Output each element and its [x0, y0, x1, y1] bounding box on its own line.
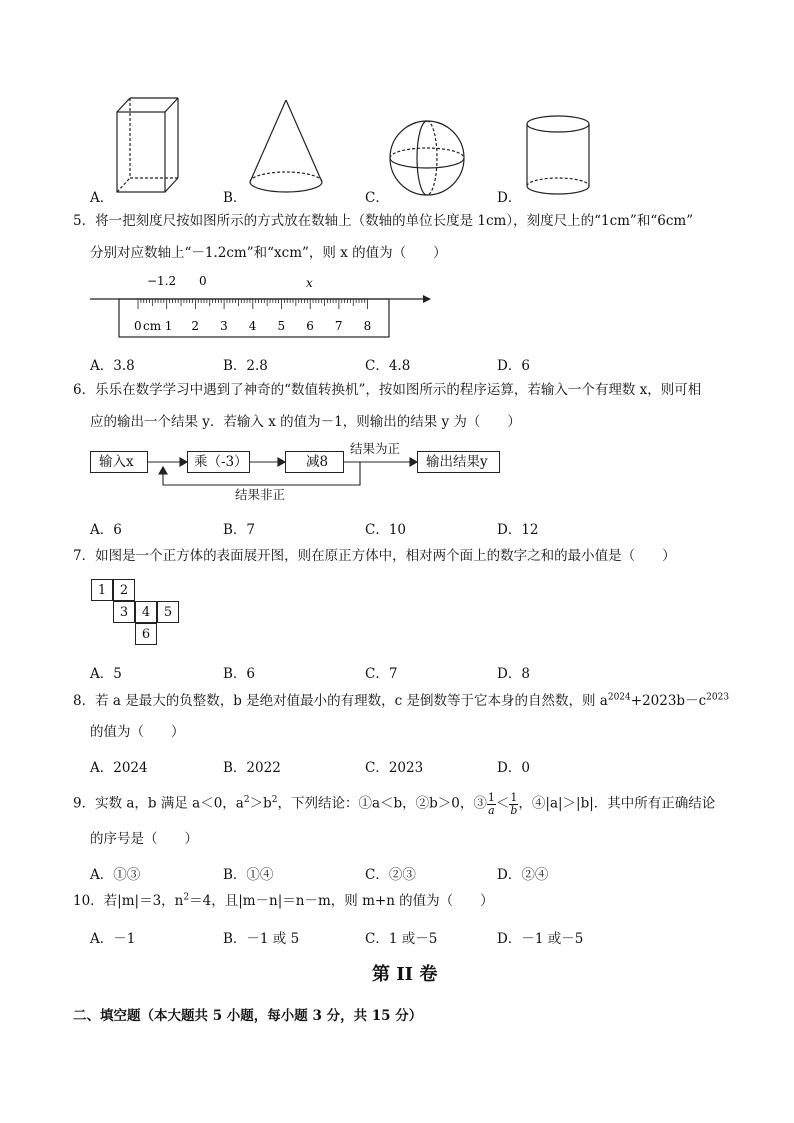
q9-frac1-den: a — [488, 803, 495, 817]
q10-option-a: A．－1 — [90, 931, 136, 947]
q9-option-a: A．①③ — [90, 867, 141, 883]
q6-text-line1: 6．乐乐在数学学习中遇到了神奇的“数值转换机”，按如图所示的程序运算，若输入一个有理数 x，则可相 — [73, 382, 702, 398]
q9-text-b: ＞b — [249, 795, 272, 812]
q9-lt: ＜ — [495, 795, 510, 812]
flow-input-box — [90, 451, 148, 473]
q6-option-d: D．12 — [497, 522, 539, 538]
q9-fraction-1-over-a — [487, 792, 496, 816]
q10-option-d: D．－1 或－5 — [497, 931, 584, 947]
q8-option-d: D．0 — [497, 760, 530, 776]
q9-frac2-den: b — [510, 803, 518, 817]
q10-text-line1 — [73, 892, 494, 909]
flow-positive-label: 结果为正 — [350, 441, 401, 456]
q9-sq2: 2 — [271, 795, 278, 806]
flow-multiply-label: 乘（-3） — [194, 454, 248, 470]
q6-option-b: B．7 — [223, 522, 256, 538]
q9-frac2-num: 1 — [510, 791, 518, 804]
flow-subtract-box — [285, 451, 344, 473]
q9-text-line1 — [73, 792, 715, 816]
ruler-diagram — [85, 270, 435, 340]
net-cell-5: 5 — [157, 601, 179, 623]
q5-option-c: C．4.8 — [365, 358, 411, 374]
net-cell-6: 6 — [135, 623, 157, 645]
q9-frac1-num: 1 — [487, 791, 495, 804]
q5-option-b: B．2.8 — [223, 358, 268, 374]
q8-text-line1 — [73, 692, 730, 709]
q4-option-c: C． — [365, 190, 389, 206]
part2-section-heading: 二、填空题（本大题共 5 小题，每小题 3 分，共 15 分） — [73, 1008, 423, 1024]
q5-option-a: A．3.8 — [90, 358, 135, 374]
q8-option-b: B．2022 — [223, 760, 281, 776]
q7-option-c: C．7 — [365, 666, 398, 682]
flow-subtract-label: 减8 — [306, 454, 329, 470]
ruler-label: 3 — [220, 319, 228, 333]
q6-option-a: A．6 — [90, 522, 122, 538]
flow-output-box — [417, 451, 500, 473]
solid-figures — [0, 0, 794, 200]
q7-option-d: D．8 — [497, 666, 530, 682]
q4-option-d: D． — [497, 190, 522, 206]
q8-text-mid: +2023b－c — [630, 693, 707, 709]
q6-text-line2: 应的输出一个结果 y．若输入 x 的值为－1，则输出的结果 y 为（ ） — [90, 414, 521, 430]
q8-option-c: C．2023 — [365, 760, 424, 776]
q6-option-c: C．10 — [365, 522, 407, 538]
net-cell-4: 4 — [135, 601, 157, 623]
q5-text-line1: 5．将一把刻度尺按如图所示的方式放在数轴上（数轴的单位长度是 1cm），刻度尺上的“1cm”和“6cm” — [73, 213, 694, 229]
q8-exp1: 2024 — [607, 692, 631, 703]
q4-option-b: B． — [223, 190, 247, 206]
ruler-label: 6 — [306, 319, 314, 333]
q9-text-line2: 的序号是（ ） — [90, 831, 198, 847]
q7-option-a: A．5 — [90, 666, 122, 682]
q5-text-line2: 分别对应数轴上“－1.2cm”和“xcm”，则 x 的值为（ ） — [90, 245, 447, 261]
q10-text-a: 10．若|m|＝3，n — [73, 893, 184, 909]
q8-text-pre: 8．若 a 是最大的负整数，b 是绝对值最小的有理数，c 是倒数等于它本身的自然数，则 a — [73, 693, 608, 709]
ruler-label: 8 — [363, 319, 372, 333]
q9-sq1: 2 — [243, 795, 250, 806]
ruler-label: 5 — [277, 319, 286, 333]
sphere-figure — [390, 121, 464, 195]
part2-title: 第 II 卷 — [372, 964, 438, 985]
axis-label-minus-1-2: −1.2 — [147, 274, 177, 288]
flow-output-label: 输出结果y — [426, 454, 488, 470]
net-cell-2: 2 — [113, 579, 135, 601]
ruler-label: 0 — [134, 319, 142, 333]
q9-option-d: D．②④ — [497, 867, 549, 883]
q8-option-a: A．2024 — [90, 760, 148, 776]
ruler-label: 1 — [164, 319, 173, 333]
q9-text-d: ，④|a|＞|b|．其中所有正确结论 — [518, 795, 716, 812]
q10-option-b: B．－1 或 5 — [223, 931, 300, 947]
flow-not-positive-label: 结果非正 — [235, 487, 286, 502]
ruler-label: cm — [143, 319, 162, 333]
cylinder-figure — [527, 116, 589, 194]
axis-label-zero: 0 — [199, 274, 207, 288]
q10-sq: 2 — [183, 892, 190, 903]
q10-option-c: C．1 或－5 — [365, 931, 438, 947]
q8-text-line2: 的值为（ ） — [90, 724, 185, 740]
q10-text-b: ＝4，且|m－n|＝n－m，则 m+n 的值为（ ） — [189, 893, 494, 909]
net-cell-3: 3 — [113, 601, 135, 623]
q9-text-a: 9．实数 a，b 满足 a＜0，a — [73, 795, 244, 812]
net-cell-1: 1 — [91, 579, 113, 601]
q9-option-b: B．①④ — [223, 867, 274, 883]
q7-text-line1: 7．如图是一个正方体的表面展开图，则在原正方体中，相对两个面上的数字之和的最小值是（ ） — [73, 548, 676, 564]
q5-option-d: D．6 — [497, 358, 530, 374]
ruler-label: 4 — [248, 319, 257, 333]
q9-text-c: ，下列结论：①a＜b，②b＞0，③ — [277, 795, 487, 812]
flow-multiply-box — [187, 451, 250, 473]
axis-label-x: x — [306, 276, 313, 290]
q8-exp2: 2023 — [706, 692, 730, 703]
q4-option-a: A． — [90, 190, 114, 206]
ruler-label: 7 — [334, 319, 343, 333]
q9-option-c: C．②③ — [365, 867, 416, 883]
q7-option-b: B．6 — [223, 666, 256, 682]
ruler-label: 2 — [191, 319, 200, 333]
flow-input-label: 输入x — [99, 454, 134, 470]
cone-figure — [250, 100, 322, 192]
prism-figure — [117, 98, 178, 192]
